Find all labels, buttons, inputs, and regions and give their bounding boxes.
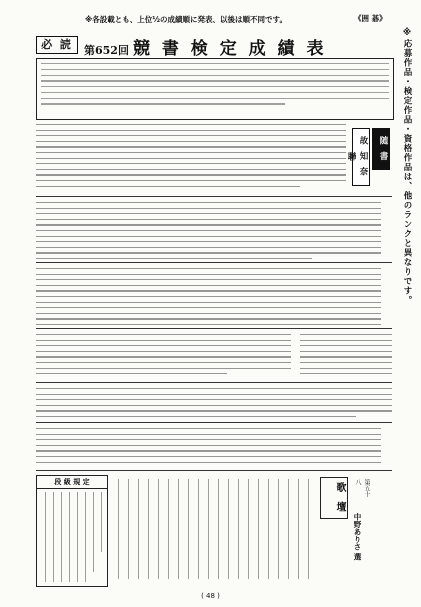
divider [36, 382, 392, 383]
results-block-4b [300, 334, 392, 379]
divider [36, 196, 392, 197]
results-block-3 [36, 268, 381, 330]
special-column-title: 歌 壇 [320, 477, 348, 519]
divider [36, 328, 392, 329]
results-block-5 [36, 388, 392, 422]
results-block-4 [36, 334, 291, 379]
top-note: ※各設載とも、上位½の成績順に発表、以後は順不同です。 [85, 15, 287, 24]
bottom-area [36, 475, 392, 587]
category-label-a: 故 知 奈 聯 [352, 128, 370, 186]
intro-text-lines [41, 63, 389, 109]
must-read-badge: 必 読 [36, 36, 78, 54]
intro-box [36, 58, 394, 120]
title-row [36, 34, 376, 59]
page-number: ( 48 ) [201, 592, 220, 600]
results-block-1 [36, 124, 346, 191]
rank-rules-title: 段 級 規 定 [37, 476, 107, 489]
divider [36, 262, 392, 263]
results-block-2 [36, 202, 381, 264]
page-title [84, 34, 326, 59]
category-label-b: 随 書 [372, 128, 390, 170]
side-note: ※応募作品・検定作品・資格作品は、他のランクと異なりです。 [402, 28, 412, 305]
rank-rules-box [36, 475, 108, 587]
divider [36, 470, 392, 471]
title-prefix: 第652回 [84, 44, 129, 57]
special-column-author: 中野ありさ 選 [353, 513, 362, 561]
section-tag: 《囲 碁》 [354, 14, 387, 23]
special-column-number: 第五十八 [354, 479, 370, 497]
title-main: 競 書 検 定 成 績 表 [132, 39, 327, 59]
results-block-6 [36, 428, 381, 467]
divider [36, 422, 392, 423]
